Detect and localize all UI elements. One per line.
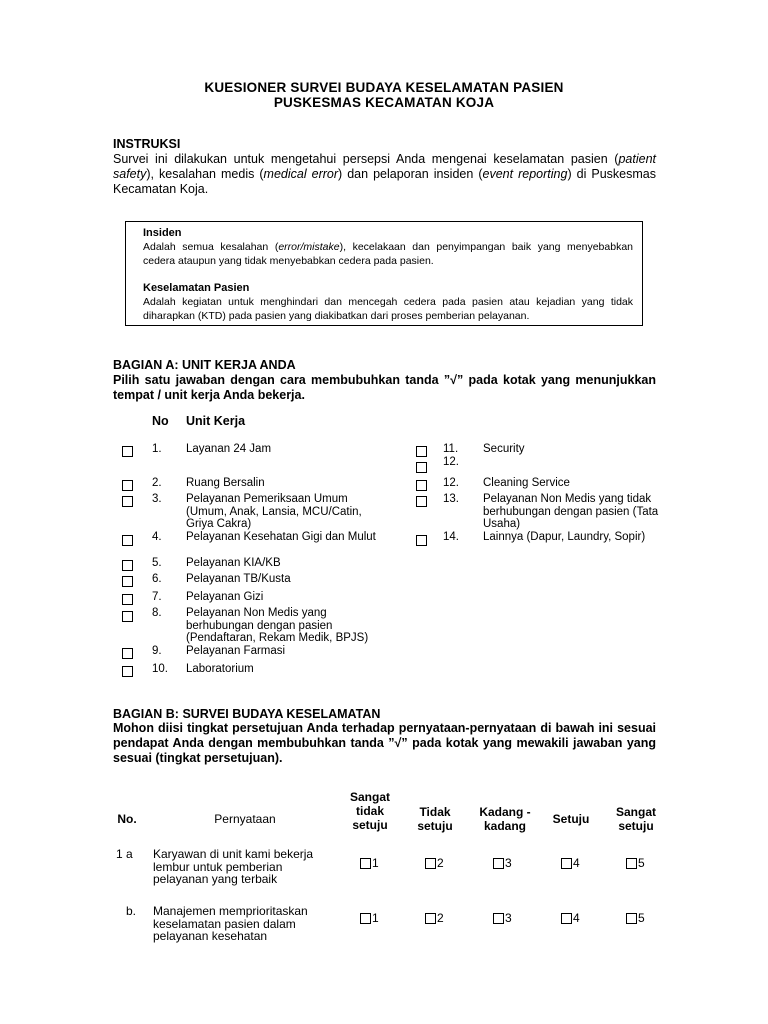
unit-4-label: Pelayanan Kesehatan Gigi dan Mulut	[186, 531, 376, 543]
table-header-no: No.	[117, 812, 137, 826]
unit-13-no: 13.	[443, 493, 459, 505]
row-1a-option-3[interactable]: 3	[493, 856, 512, 870]
kp-title: Keselamatan Pasien	[143, 282, 250, 294]
unit-12-label: Cleaning Service	[483, 477, 570, 489]
row-1b-option-4[interactable]: 4	[561, 911, 580, 925]
row-1a-text: Karyawan di unit kami bekerja lembur untuk pemberian pelayanan yang terbaik	[153, 847, 314, 886]
row-1a-option-5[interactable]: 5	[626, 856, 645, 870]
table-header-setuju: Setuju	[552, 812, 590, 826]
unit-9-no: 9.	[152, 645, 162, 657]
checkbox-unit-5[interactable]	[122, 560, 133, 571]
unit-7-label: Pelayanan Gizi	[186, 591, 264, 603]
bagian-b-heading: BAGIAN B: SURVEI BUDAYA KESELAMATAN	[113, 707, 381, 721]
table-header-sangat-tidak-setuju: Sangat tidak setuju	[349, 790, 390, 832]
unit-1-label: Layanan 24 Jam	[186, 443, 272, 455]
row-1b-option-1[interactable]: 1	[360, 911, 379, 925]
insiden-text: Adalah semua kesalahan (error/mistake), kecelakaan dan penyimpangan baik yang menyebabkan cedera ataupun yang tidak menyebabkan cedera pada pasien.	[143, 241, 633, 267]
checkbox-unit-2[interactable]	[122, 480, 133, 491]
unit-14-no: 14.	[443, 531, 459, 543]
checkbox-unit-12-empty[interactable]	[416, 462, 427, 473]
checkbox-icon	[425, 858, 436, 869]
row-1a-option-1[interactable]: 1	[360, 856, 379, 870]
unit-12-empty-no: 12.	[443, 456, 459, 468]
checkbox-unit-7[interactable]	[122, 594, 133, 605]
table-header-kadang-kadang: Kadang -kadang	[479, 805, 531, 833]
row-1a-option-2[interactable]: 2	[425, 856, 444, 870]
instruksi-text: Survei ini dilakukan untuk mengetahui persepsi Anda mengenai keselamatan pasien (patient safety), kesalahan medis (medical error) dan pelaporan insiden (event reporting) di Puskesmas Kecamatan Koja.	[113, 152, 656, 196]
unit-3-no: 3.	[152, 493, 162, 505]
checkbox-unit-10[interactable]	[122, 666, 133, 677]
insiden-title: Insiden	[143, 227, 182, 239]
unit-8-label: Pelayanan Non Medis yang berhubungan dengan pasien (Pendaftaran, Rekam Medik, BPJS)	[186, 607, 369, 644]
checkbox-unit-1[interactable]	[122, 446, 133, 457]
unit-2-label: Ruang Bersalin	[186, 477, 265, 489]
checkbox-icon	[626, 913, 637, 924]
checkbox-unit-13[interactable]	[416, 496, 427, 507]
row-1a-no: 1 a	[116, 847, 133, 861]
table-header-tidak-setuju: Tidak setuju	[417, 805, 453, 833]
bagian-b-instruction: Mohon diisi tingkat persetujuan Anda terhadap pernyataan-pernyataan di bawah ini sesuai pendapat Anda dengan membubuhkan tanda ”√” pada kotak yang mewakili jawaban yang sesuai (tingkat persetujuan).	[113, 721, 656, 765]
checkbox-icon	[360, 913, 371, 924]
checkbox-unit-3[interactable]	[122, 496, 133, 507]
checkbox-icon	[626, 858, 637, 869]
checkbox-icon	[360, 858, 371, 869]
unit-10-label: Laboratorium	[186, 663, 254, 675]
title-line-1: KUESIONER SURVEI BUDAYA KESELAMATAN PASIEN	[204, 80, 564, 95]
checkbox-unit-6[interactable]	[122, 576, 133, 587]
col-no-header: No	[152, 414, 169, 428]
unit-5-no: 5.	[152, 557, 162, 569]
unit-6-no: 6.	[152, 573, 162, 585]
unit-12-no: 12.	[443, 477, 459, 489]
checkbox-unit-11[interactable]	[416, 446, 427, 457]
checkbox-icon	[561, 858, 572, 869]
bagian-a-heading: BAGIAN A: UNIT KERJA ANDA	[113, 358, 296, 372]
unit-5-label: Pelayanan KIA/KB	[186, 557, 281, 569]
row-1b-no: b.	[126, 904, 137, 918]
unit-7-no: 7.	[152, 591, 162, 603]
unit-2-no: 2.	[152, 477, 162, 489]
checkbox-unit-12[interactable]	[416, 480, 427, 491]
unit-14-label: Lainnya (Dapur, Laundry, Sopir)	[483, 531, 646, 543]
bagian-a-instruction: Pilih satu jawaban dengan cara membubuhkan tanda ”√” pada kotak yang menunjukkan tempat / unit kerja Anda bekerja.	[113, 373, 656, 402]
col-unit-header: Unit Kerja	[186, 414, 246, 428]
unit-1-no: 1.	[152, 443, 162, 455]
definition-box	[125, 221, 643, 326]
checkbox-icon	[493, 858, 504, 869]
row-1b-option-2[interactable]: 2	[425, 911, 444, 925]
unit-9-label: Pelayanan Farmasi	[186, 645, 286, 657]
instruksi-heading: INSTRUKSI	[113, 137, 181, 151]
checkbox-icon	[425, 913, 436, 924]
checkbox-icon	[493, 913, 504, 924]
checkbox-unit-8[interactable]	[122, 611, 133, 622]
row-1b-option-3[interactable]: 3	[493, 911, 512, 925]
unit-11-no: 11.	[443, 443, 459, 455]
table-header-sangat-setuju: Sangat setuju	[615, 805, 656, 833]
unit-11-label: Security	[483, 443, 525, 455]
unit-10-no: 10.	[152, 663, 168, 675]
row-1b-text: Manajemen memprioritaskan keselamatan pasien dalam pelayanan kesehatan	[153, 904, 308, 943]
unit-8-no: 8.	[152, 607, 162, 619]
checkbox-unit-4[interactable]	[122, 535, 133, 546]
unit-13-label: Pelayanan Non Medis yang tidak berhubungan dengan pasien (Tata Usaha)	[483, 493, 659, 530]
unit-3-label: Pelayanan Pemeriksaan Umum (Umum, Anak, Lansia, MCU/Catin, Griya Cakra)	[186, 493, 362, 530]
kp-text: Adalah kegiatan untuk menghindari dan mencegah cedera pada pasien atau kejadian yang tidak diharapkan (KTD) pada pasien yang diakibatkan dari proses pemberian pelayanan.	[143, 296, 633, 322]
checkbox-unit-14[interactable]	[416, 535, 427, 546]
title-line-2: PUSKESMAS KECAMATAN KOJA	[273, 95, 495, 110]
table-header-pernyataan: Pernyataan	[214, 812, 276, 826]
checkbox-icon	[561, 913, 572, 924]
row-1a-option-4[interactable]: 4	[561, 856, 580, 870]
unit-6-label: Pelayanan TB/Kusta	[186, 573, 291, 585]
unit-4-no: 4.	[152, 531, 162, 543]
row-1b-option-5[interactable]: 5	[626, 911, 645, 925]
checkbox-unit-9[interactable]	[122, 648, 133, 659]
